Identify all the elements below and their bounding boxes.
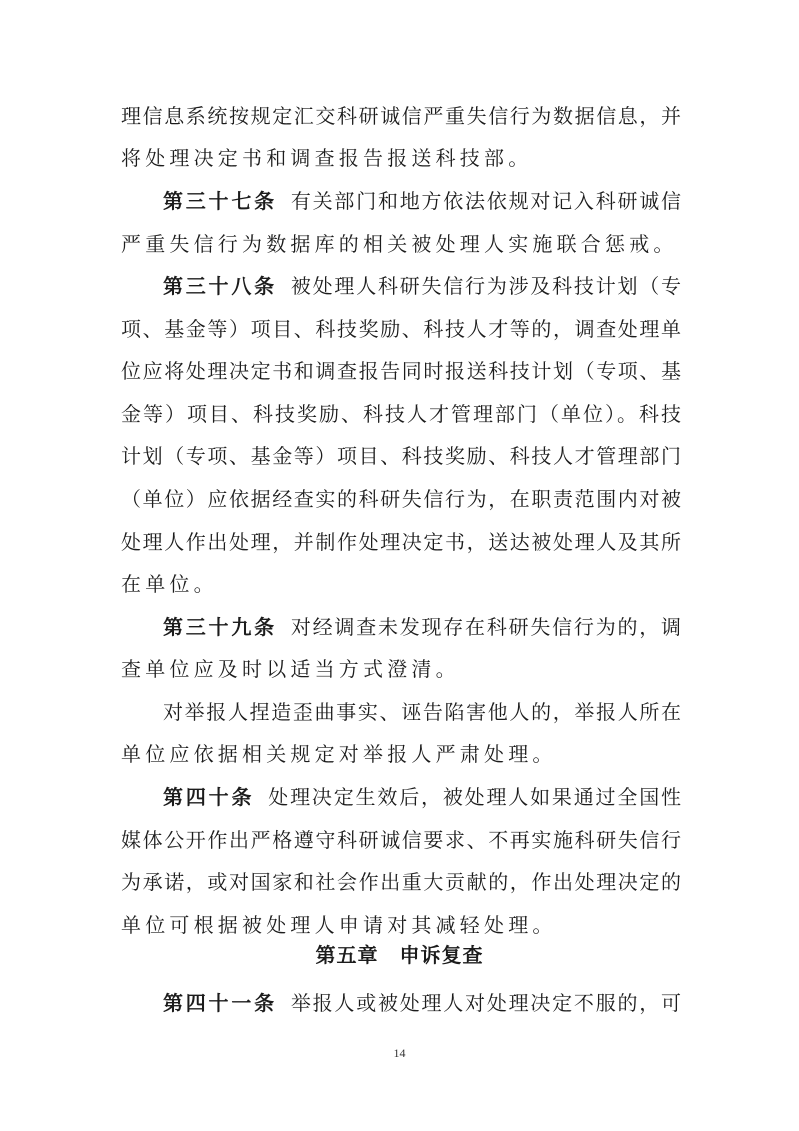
body-line: 严重失信行为数据库的相关被处理人实施联合惩戒。 [121, 232, 678, 256]
page-number: 14 [393, 1046, 406, 1060]
body-line: 对举报人捏造歪曲事实、诬告陷害他人的，举报人所在 [163, 700, 681, 724]
article-number: 第四十条 [163, 785, 255, 809]
article-line: 第三十七条 有关部门和地方依法依规对记入科研诚信 [163, 189, 682, 213]
article-number: 第三十七条 [163, 189, 277, 213]
article-line: 第四十一条 举报人或被处理人对处理决定不服的，可 [163, 991, 682, 1015]
body-line: 单位应依据相关规定对举报人严肃处理。 [121, 742, 557, 766]
body-line: 为承诺，或对国家和社会作出重大贡献的，作出处理决定的 [121, 870, 681, 894]
body-line: 金等）项目、科技奖励、科技人才管理部门（单位）。科技 [121, 402, 681, 426]
article-line: 第三十八条 被处理人科研失信行为涉及科技计划（专 [163, 274, 682, 298]
body-line: 理信息系统按规定汇交科研诚信严重失信行为数据信息，并 [121, 104, 681, 128]
article-line: 第四十条 处理决定生效后，被处理人如果通过全国性 [163, 785, 682, 809]
article-line: 第三十九条 对经调查未发现存在科研失信行为的，调 [163, 615, 682, 639]
article-number: 第四十一条 [163, 991, 277, 1015]
body-line: 项、基金等）项目、科技奖励、科技人才等的，调查处理单 [121, 317, 681, 341]
article-number: 第三十八条 [163, 274, 277, 298]
body-line: （单位）应依据经查实的科研失信行为，在职责范围内对被 [121, 487, 681, 511]
chapter-heading: 第五章 申诉复查 [315, 943, 484, 967]
body-line: 将处理决定书和调查报告报送科技部。 [121, 146, 533, 170]
body-line: 单位可根据被处理人申请对其减轻处理。 [121, 913, 557, 937]
body-line: 查单位应及时以适当方式澄清。 [121, 657, 460, 681]
article-number: 第三十九条 [163, 615, 277, 639]
body-line: 计划（专项、基金等）项目、科技奖励、科技人才管理部门 [121, 444, 681, 468]
body-line: 媒体公开作出严格遵守科研诚信要求、不再实施科研失信行 [121, 828, 681, 852]
body-line: 位应将处理决定书和调查报告同时报送科技计划（专项、基 [121, 359, 681, 383]
body-line: 在单位。 [121, 572, 218, 596]
body-line: 处理人作出处理，并制作处理决定书，送达被处理人及其所 [121, 530, 681, 554]
